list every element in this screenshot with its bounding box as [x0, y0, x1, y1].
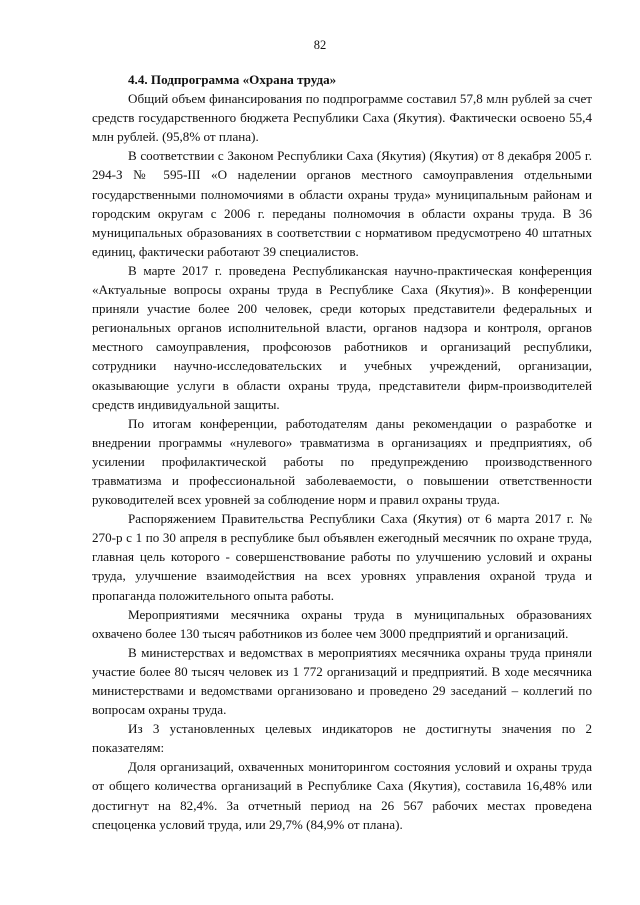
page-number: 82: [313, 38, 327, 52]
paragraph-monitoring: Доля организаций, охваченных мониторингом состояния условий и охраны труда от общего количества организаций в Республике Саха (Якутия), составила 16,48% или достигнут на 82,4%. За отчетный период на 26 567 рабочих местах проведена спецоценка условий труда, или 29,7% (84,9% от плана).: [92, 759, 592, 832]
paragraph-funding: Общий объем финансирования по подпрограмме составил 57,8 млн рублей за счет средств государственного бюджета Республики Саха (Якутия). Фактически освоено 55,4 млн рублей. (95,8% от плана).: [92, 91, 592, 145]
paragraph-indicators: Из 3 установленных целевых индикаторов не достигнуты значения по 2 показателям:: [92, 721, 592, 756]
paragraph-municipal: Мероприятиями месячника охраны труда в муниципальных образованиях охвачено более 130 тысяч работников из более чем 3000 предприятий и организаций.: [92, 606, 592, 641]
paragraph-law: В соответствии с Законом Республики Саха (Якутия) (Якутия) от 8 декабря 2005 г. 294-З № 595-III «О наделении органов местного самоуправления отдельными государственными полномочиями в области охраны труда» муниципальным районам и городским округам с 2006 г. переданы полномочия в области охраны труда. В 36 муниципальных образованиях в соответствии с нормативом предусмотрено 40 штатных единиц, фактически работают 39 специалистов.: [92, 148, 592, 259]
paragraph-order: Распоряжением Правительства Республики Саха (Якутия) от 6 марта 2017 г. № 270-р с 1 по 30 апреля в республике был объявлен ежегодный месячник по охране труда, главная цель которого - совершенствование работы по улучшению условий и охраны труда, улучшение взаимодействия на всех уровнях управления охраной труда и пропаганда положительного опыта работы.: [92, 511, 592, 603]
section-heading: 4.4. Подпрограмма «Охрана труда»: [128, 72, 337, 87]
paragraph-conference: В марте 2017 г. проведена Республиканская научно-практическая конференция «Актуальные вопросы охраны труда в Республике Саха (Якутия)». В конференции приняли участие более 200 человек, среди которых представители федеральных и региональных органов исполнительной власти, органов надзора и контроля, органов местного самоуправления, профсоюзов работников и организаций республики, сотрудники научно-исследовательских и учебных учреждений, организации, оказывающие услуги в области охраны труда, представители фирм-производителей средств индивидуальной защиты.: [92, 262, 592, 412]
paragraph-recommendations: По итогам конференции, работодателям даны рекомендации о разработке и внедрении программы «нулевого» травматизма в организациях и предприятиях, об усилении профилактической работы по предупреждению производственного травматизма и профессиональной заболеваемости, о повышении ответственности руководителей всех уровней за соблюдение норм и правил охраны труда.: [92, 415, 592, 508]
page-body: [92, 70, 592, 834]
paragraph-ministries: В министерствах и ведомствах в мероприятиях месячника охраны труда приняли участие более 80 тысяч человек из 1 772 организаций и предприятий. В ходе месячника министерствами и ведомствами организовано и проведено 29 заседаний – коллегий по вопросам охраны труда.: [92, 644, 592, 718]
